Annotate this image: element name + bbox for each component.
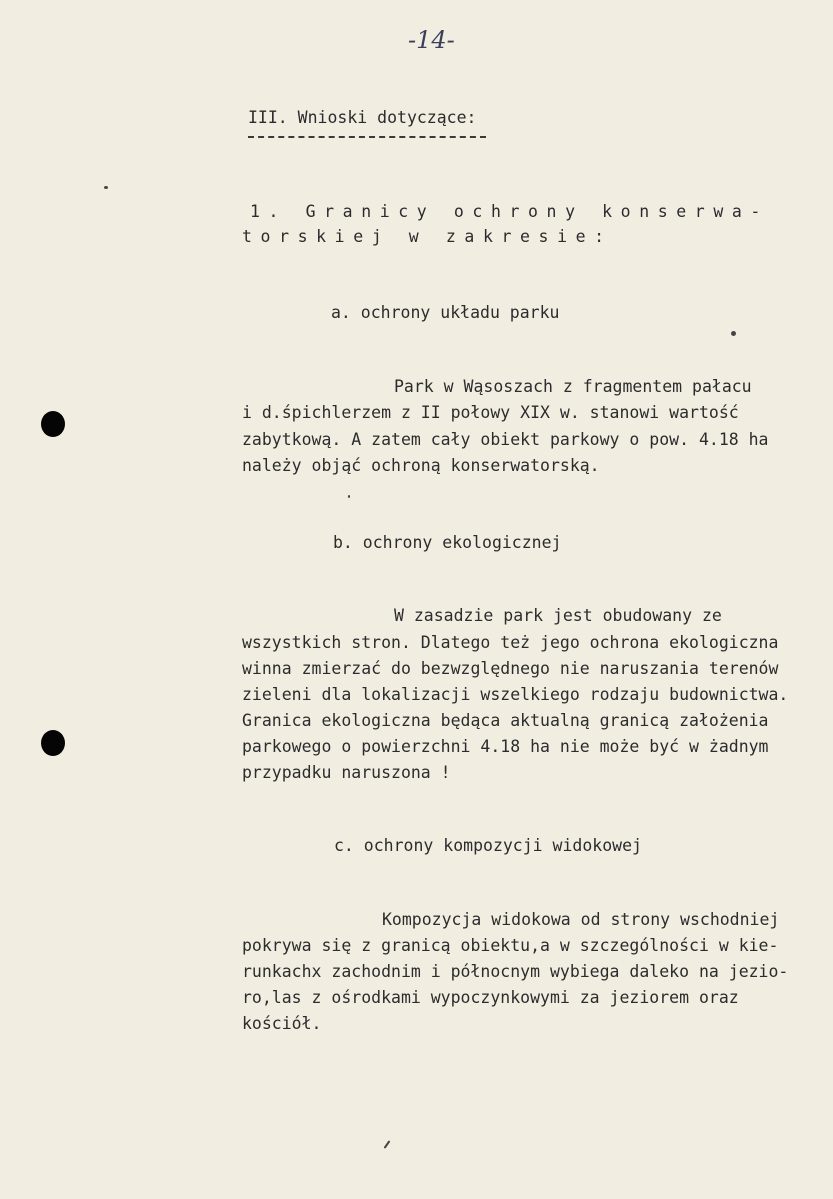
- paragraph-a-line: Park w Wąsoszach z fragmentem pałacu: [394, 377, 752, 396]
- paragraph-c-line: ro,las z ośrodkami wypoczynkowymi za jeziorem oraz: [242, 988, 739, 1007]
- paper-speck: [348, 495, 350, 498]
- paragraph-b-line: Granica ekologiczna będąca aktualną granicą założenia: [242, 711, 769, 730]
- paragraph-a-line: i d.śpichlerzem z II połowy XIX w. stanowi wartość: [242, 403, 739, 422]
- paragraph-b-line: zieleni dla lokalizacji wszelkiego rodzaju budownictwa.: [242, 685, 789, 704]
- binder-hole: [41, 411, 65, 437]
- paragraph-c-line: pokrywa się z granicą obiektu,a w szczególności w kie-: [242, 936, 779, 955]
- page-number: -14-: [408, 26, 455, 54]
- section1-line1: 1. Granicy ochrony konserwa-: [250, 202, 769, 221]
- paragraph-b-line: parkowego o powierzchni 4.18 ha nie może być w żadnym: [242, 737, 769, 756]
- subsection-b-title: b. ochrony ekologicznej: [333, 533, 562, 552]
- paragraph-c-line: Kompozycja widokowa od strony wschodniej: [382, 910, 780, 929]
- paragraph-a-line: należy objąć ochroną konserwatorską.: [242, 456, 600, 475]
- section1-line2: torskiej w zakresie:: [242, 227, 613, 246]
- paragraph-b-line: wszystkich stron. Dlatego też jego ochrona ekologiczna: [242, 633, 779, 652]
- binder-hole: [41, 730, 65, 756]
- heading-underline: [248, 136, 486, 138]
- paper-speck: [731, 331, 736, 336]
- paragraph-c-line: kościół.: [242, 1014, 322, 1033]
- paragraph-b-line: W zasadzie park jest obudowany ze: [394, 606, 722, 625]
- paragraph-b-line: przypadku naruszona !: [242, 763, 451, 782]
- section-heading: III. Wnioski dotyczące:: [248, 108, 477, 127]
- paragraph-c-line: runkachx zachodnim i północnym wybiega daleko na jezio-: [242, 962, 789, 981]
- paper-speck: [384, 1140, 391, 1149]
- paragraph-a-line: zabytkową. A zatem cały obiekt parkowy o pow. 4.18 ha: [242, 430, 769, 449]
- subsection-c-title: c. ochrony kompozycji widokowej: [334, 836, 642, 855]
- subsection-a-title: a. ochrony układu parku: [331, 303, 560, 322]
- paragraph-b-line: winna zmierzać do bezwzględnego nie naruszania terenów: [242, 659, 779, 678]
- paper-speck: [104, 186, 108, 189]
